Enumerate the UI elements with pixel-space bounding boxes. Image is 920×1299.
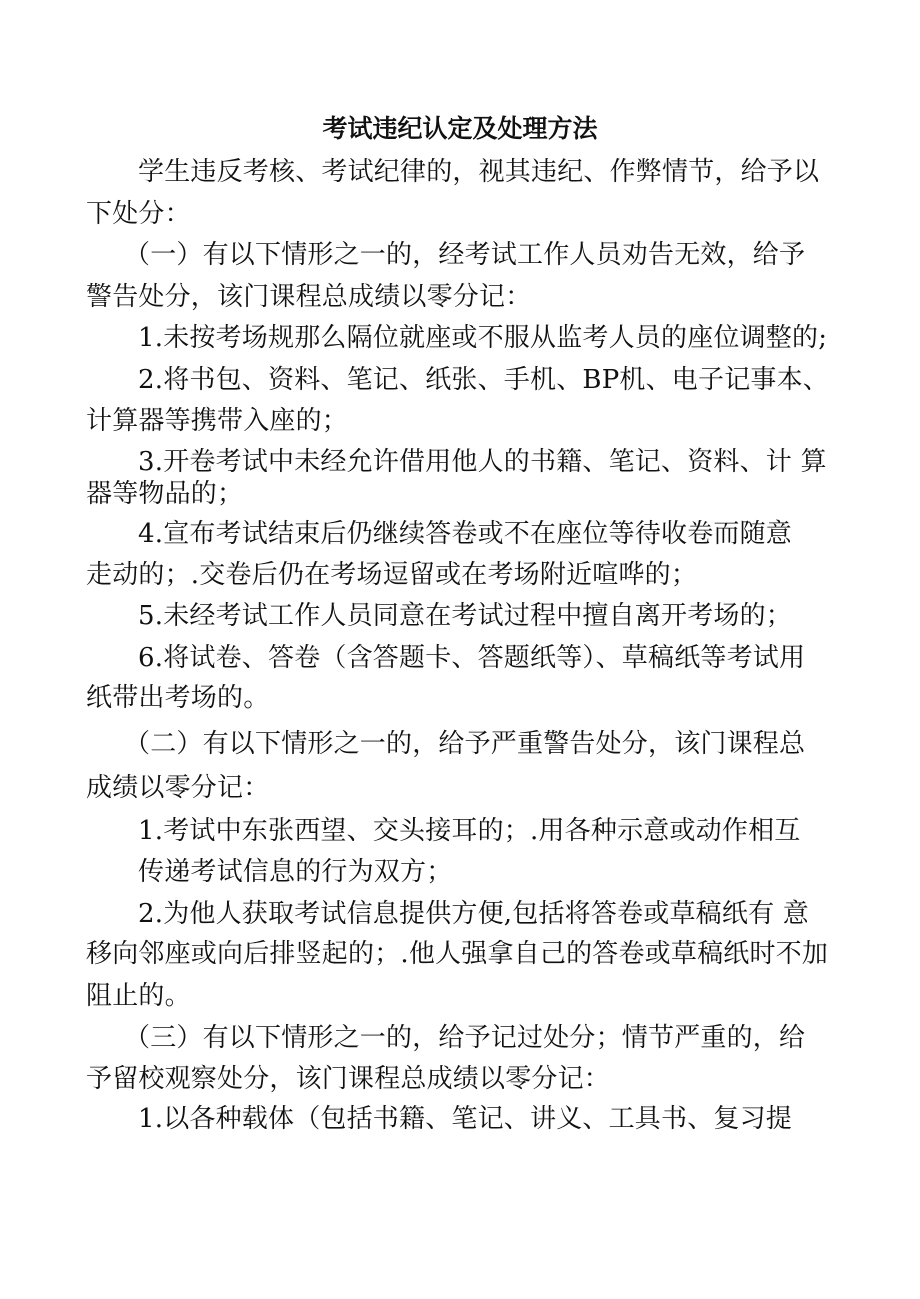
list-item-line: 6.将试卷、答卷（含答题卡、答题纸等）、草稿纸等考试用: [138, 643, 806, 673]
section-heading-line: （三）有以下情形之一的，给予记过处分；情节严重的，给: [124, 1023, 806, 1053]
paragraph-line: 警告处分，该门课程总成绩以零分记：: [86, 282, 532, 312]
list-item-line: 传递考试信息的行为双方；: [138, 857, 453, 887]
list-item-line: 1.未按考场规那么隔位就座或不服从监考人员的座位调整的;: [138, 323, 828, 353]
paragraph-line: 予留校观察处分，该门课程总成绩以零分记：: [86, 1064, 611, 1094]
list-item-line: 阻止的。: [86, 981, 191, 1011]
list-item-line: 2.为他人获取考试信息提供方便,包括将答卷或草稿纸有 意: [138, 899, 809, 929]
list-item-line: 移向邻座或向后排竖起的；.他人强拿自己的答卷或草稿纸时不加: [86, 939, 829, 969]
list-item-line: 3.开卷考试中未经允许借用他人的书籍、笔记、资料、计 算: [138, 447, 827, 477]
list-item-line: 5.未经考试工作人员同意在考试过程中擅自离开考场的；: [138, 601, 793, 631]
section-heading-line: （二）有以下情形之一的，给予严重警告处分，该门课程总: [124, 729, 806, 759]
list-item-line: 纸带出考场的。: [86, 683, 270, 713]
list-item-line: 计算器等携带入座的；: [86, 406, 349, 436]
document-title: 考试违纪认定及处理方法: [322, 114, 598, 143]
list-item-line: 1.考试中东张西望、交头接耳的；.用各种示意或动作相互: [138, 816, 801, 846]
paragraph-line: 学生违反考核、考试纪律的，视其违纪、作弊情节，给予以: [138, 157, 820, 187]
section-heading-line: （一）有以下情形之一的，经考试工作人员劝告无效，给予: [124, 240, 806, 270]
list-item-line: 4.宣布考试结束后仍继续答卷或不在座位等待收卷而随意: [138, 519, 793, 549]
list-item-line: 走动的；.交卷后仍在考场逗留或在考场附近喧哗的；: [86, 560, 698, 590]
list-item-line: 器等物品的；: [86, 479, 244, 509]
list-item-line: 2.将书包、资料、笔记、纸张、手机、BP机、电子记事本、: [138, 365, 830, 395]
paragraph-line: 成绩以零分记：: [86, 773, 270, 803]
list-item-line: 1.以各种载体（包括书籍、笔记、讲义、工具书、复习提: [138, 1104, 793, 1134]
paragraph-line: 下处分：: [86, 199, 191, 229]
